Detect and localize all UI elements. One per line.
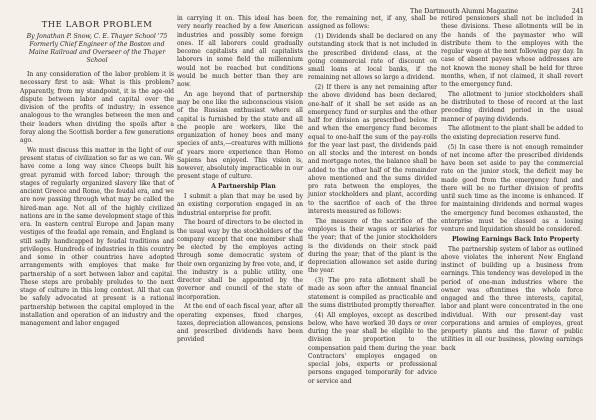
paragraph: The partnership system of labor as outlined above violates the inherent New England instinct of building up a business from earnings. This tendency was developed in the period of one-man industries where the owner was oftentimes the whole force engaged and the three interests, capital, labor and plant were concentrated in the one individual. With our present-day vast corporations and armies of employes, great property plants and the flavor of public utilities in all our business, plowing earnings back <box>441 245 583 352</box>
section-heading: A Partnership Plan <box>211 183 276 191</box>
paragraph: (2) If there is any net remaining after the above dividend has been declared, one-half of it shall be set aside as an emergency fund or surplus and the other half for division as prescribed below. If and when the emergency fund becomes equal to one-half the sum of the pay-rolls for the year last past, the dividends paid on all stocks and the interest on bonds and mortgage notes, the balance shall be added to the other half of the remainder above mentioned and the sums divided pro rata between the employes, the junior stockholders and plant, according to the sacrifice of each of the three interests measured as follows: <box>308 84 437 215</box>
paragraph: (1) Dividends shall be declared on any outstanding stock that is not included in the prescribed dividend class, at the going commercial rate of discount on small loans at local banks, if the remaining net allows so large a dividend. <box>308 33 437 82</box>
article-byline: By Jonathan P. Snow, C. E. Thayer School '75 <box>26 33 168 40</box>
paragraph: At the end of each fiscal year, after all operating expenses, fixed charges, taxes, depreciation allowances, pensions and prescribed dividends have been provided <box>177 303 303 344</box>
paragraph: In any consideration of the labor problem it is necessary first to ask: What is this problem? Apparently, from my standpoint, it is the age-old dispute between labor and capital over the division of the profits of industry; in essence analogous to the wrangles between the men and their leaders when dividing the spoils after a foray along the Scottish border a few generations ago. <box>20 71 174 144</box>
paragraph: (5) In case there is not enough remainder of net income after the prescribed dividends have been set aside to pay the commercial rate on the junior stock, the deficit may be made good from the emergency fund and there will be no further division of profits until such time as the income is enhanced. If for maintaining dividends and normal wages the emergency fund becomes exhausted, the enterprise must be classed as a losing venture and liquidation should be considered. <box>441 143 583 234</box>
author-affiliation: Formerly Chief Engineer of the Boston and Maine Railroad and Overseer of the Thayer School <box>28 41 166 64</box>
magazine-name: The Dartmouth Alumni Magazine <box>410 7 519 15</box>
paragraph: (3) The pro rata allotment shall be made as soon after the annual financial statement is compiled as practicable and the sums distributed promptly thereafter. <box>308 277 437 309</box>
page-number: 241 <box>571 7 584 15</box>
column-1 <box>20 15 174 330</box>
column-4 <box>441 15 583 355</box>
paragraph: in carrying it on. This ideal has been very nearly reached by a few American industries and possibly some foreign ones. If all laborers could gradually become capitalists and all capitalists laborers in some field the millennium would not be reached but conditions would be much better than they are now. <box>177 15 303 88</box>
paragraph: We must discuss this matter in the light of our present status of civilization so far as we can. We have come a long way since Cheops built his great pyramid with forced labor; through the stages of regularly organized slavery like that of ancient Greece and Rome, the feudal era, and we are now passing through what may be called the hired-man age. Not all of the highly civilized nations are in the same development stage of this era. In eastern central Europe and Japan many vestiges of the feudal age remain, and England is still sadly handicapped by feudal traditions and privileges. Hundreds of industries in this country and some in other countries have adopted arrangements with employes that make for partnership of a sort between labor and capital. These steps are probably preludes to the next stage of culture in this long contest. All that can be safely advocated at present is a rational partnership between the capital employed in the installation and operation of an industry and the management and labor engaged <box>20 146 174 328</box>
paragraph: The allotment to the plant shall be added to the existing depreciation reserve fund. <box>441 125 583 141</box>
article-title: THE LABOR PROBLEM <box>41 19 153 29</box>
section-heading: Plowing Earnings Back Into Property <box>451 235 580 243</box>
paragraph: An age beyond that of partnership may be one like the subconscious vision of the Russian enthusiast where all capital is furnished by the state and all the people are workers, like the organization of honey bees and many species of ants,—creatures with millions of years more experience than Homo Sapiens has enjoyed. This vision is, however, absolutely impracticable in our present stage of culture. <box>177 90 303 181</box>
column-2 <box>177 15 303 346</box>
paragraph: retired pensioners shall not be included in these divisions. These allotments will be in the hands of the paymaster who will distribute them to the employes with the regular wage at the next following pay day. In case of absent payees whose addresses are not known the money shall be held for three months, when, if not claimed, it shall revert to the emergency fund. <box>441 15 583 88</box>
paragraph: (4) All employes, except as described below, who have worked 30 days or over during the year shall be eligible to the division in proportion to the compensation paid them during the year. Contractors' employes engaged on special jobs, experts or professional persons engaged temporarily for advice or service and <box>308 311 437 385</box>
paragraph: The allotment to junior stockholders shall be distributed to those of record at the last preceding dividend period in the usual manner of paying dividends. <box>441 90 583 123</box>
paragraph: I submit a plan that may be used by an existing corporation engaged in an industrial enterprise for profit. <box>177 193 303 217</box>
paragraph: for, the remaining net, if any, shall be assigned as follows: <box>308 15 437 31</box>
paragraph: The board of directors to be elected in the usual way by the stockholders of the company except that one member shall be elected by the employes acting through some democratic system of their own organizing by free vote, and, if the industry is a public utility, one director shall be appointed by the governor and council of the state of incorporation. <box>177 219 303 301</box>
column-3 <box>308 15 437 388</box>
paragraph: The measure of the sacrifice of the employes is their wages or salaries for the year; that of the junior stockholders is the dividends on their stock paid during the year; that of the plant is the depreciation allowance set aside during the year. <box>308 217 437 275</box>
